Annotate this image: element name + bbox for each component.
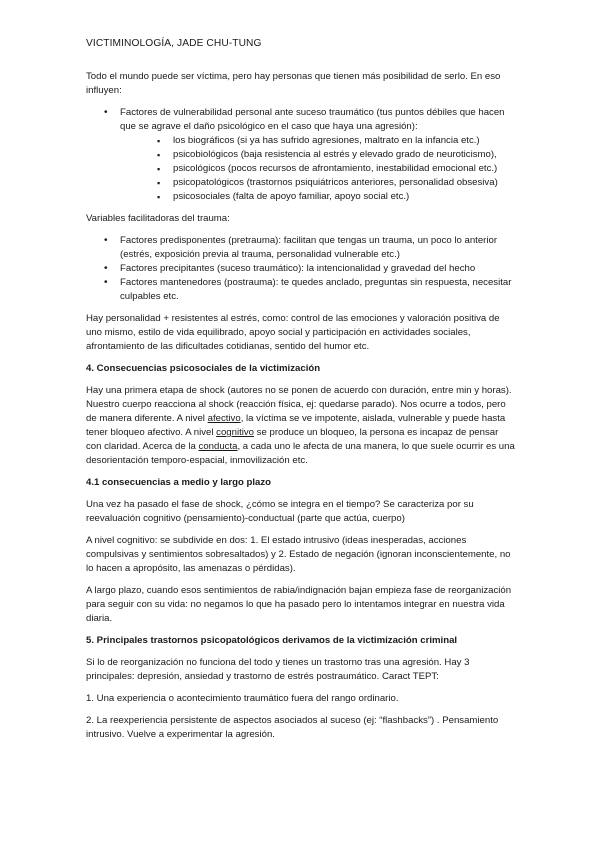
page-header: VICTIMINOLOGÍA, JADE CHU-TUNG bbox=[86, 38, 262, 49]
list-item: • Factores predisponentes (pretrauma): facilitan que tengas un trauma, un poco lo anterior (estrés, exposición previa al trauma, personalidad vulnerable etc.) bbox=[86, 234, 516, 262]
section-4-heading: 4. Consecuencias psicosociales de la victimización bbox=[86, 363, 321, 374]
resistentes-paragraph: Hay personalidad + resistentes al estrés, como: control de las emociones y valoración positiva de uno mismo, estilo de vida equilibrado, apoyo social y participación en actividades sociales, afrontamiento de las dificultades cotidianas, sentido del humor etc. bbox=[86, 313, 500, 352]
paragraph: Si lo de reorganización no funciona del todo y tienes un trastorno tras una agresión. Hay 3 principales: depresión, ansiedad y trastorno de estrés postraumático. Caract TEPT: bbox=[86, 657, 470, 682]
vulnerability-main-text: Factores de vulnerabilidad personal ante suceso traumático (tus puntos débiles que hacen que se agrave el daño psicológico en el caso que haya una agresión): bbox=[120, 107, 505, 132]
sublist-item: ▪ psicológicos (pocos recursos de afrontamiento, inestabilidad emocional etc.) bbox=[120, 162, 516, 176]
vulnerability-list bbox=[86, 106, 516, 204]
text-run: Hay una primera etapa de shock (autores no se ponen de acuerdo con duración, entre min y horas). Nuestro cuerpo reacciona al shock (reacción física, ej: quedarse parado). Nos ocurre a todos, pero de manera diferente. A nivel bbox=[86, 385, 512, 424]
paragraph: A largo plazo, cuando esos sentimientos de rabia/indignación bajan empieza fase de reorganización para seguir con su vida: no negamos lo que ha pasado pero lo intentamos integrar en nuestra vida diaria. bbox=[86, 585, 512, 624]
text-run: , la víctima se ve impotente, aislada, vulnerable y puede hasta tener bloqueo afectivo. A nivel bbox=[86, 413, 506, 438]
list-item: • Factores mantenedores (postrauma): te quedes anclado, preguntas sin respuesta, necesitar culpables etc. bbox=[86, 276, 516, 304]
intro-paragraph: Todo el mundo puede ser víctima, pero hay personas que tienen más posibilidad de serlo. En eso influyen: bbox=[86, 71, 501, 96]
paragraph: Una vez ha pasado el fase de shock, ¿cómo se integra en el tiempo? Se caracteriza por su reevaluación cognitivo (pensamiento)-conductual (parte que actúa, cuerpo) bbox=[86, 499, 474, 524]
section-4-paragraph bbox=[86, 384, 516, 468]
vulnerability-item bbox=[86, 106, 516, 204]
text-run: , a cada uno le afecta de una manera, lo que suele ocurrir es una desorientación temporo-espacial, inmovilización etc. bbox=[86, 441, 515, 466]
sublist-item: ▪ psicosociales (falta de apoyo familiar, apoyo social etc.) bbox=[120, 190, 516, 204]
paragraph: A nivel cognitivo: se subdivide en dos: 1. El estado intrusivo (ideas inesperadas, acciones compulsivas y sentimientos sobresaltados) y 2. Estado de negación (ignoran inconscientemente, no lo hacen a apropósito, las amenazas o pérdidas). bbox=[86, 535, 511, 574]
underlined-term: cognitivo bbox=[216, 427, 255, 438]
facilitadoras-list bbox=[86, 234, 516, 304]
paragraph: 2. La reexperiencia persistente de aspectos asociados al suceso (ej: “flashbacks”) . Pensamiento intrusivo. Vuelve a experimentar la agresión. bbox=[86, 715, 499, 740]
section-5-heading: 5. Principales trastornos psicopatológicos derivamos de la victimización criminal bbox=[86, 635, 458, 646]
facilitadoras-title: Variables facilitadoras del trauma: bbox=[86, 213, 230, 224]
underlined-term: conducta bbox=[198, 441, 238, 452]
document-body bbox=[86, 70, 516, 750]
vulnerability-sublist bbox=[120, 134, 516, 204]
sublist-item: ▪ psicopatológicos (trastornos psiquiátricos anteriores, personalidad obsesiva) bbox=[120, 176, 516, 190]
text-run: se produce un bloqueo, la persona es incapaz de pensar con claridad. Acerca de la bbox=[86, 427, 499, 452]
paragraph: 1. Una experiencia o acontecimiento traumático fuera del rango ordinario. bbox=[86, 693, 399, 704]
section-4-1-heading: 4.1 consecuencias a medio y largo plazo bbox=[86, 477, 272, 488]
sublist-item: ▪ psicobiológicos (baja resistencia al estrés y elevado grado de neuroticismo), bbox=[120, 148, 516, 162]
underlined-term: afectivo bbox=[207, 413, 241, 424]
list-item: • Factores precipitantes (suceso traumático): la intencionalidad y gravedad del hecho bbox=[86, 262, 516, 276]
sublist-item: ▪ los biográficos (si ya has sufrido agresiones, maltrato en la infancia etc.) bbox=[120, 134, 516, 148]
